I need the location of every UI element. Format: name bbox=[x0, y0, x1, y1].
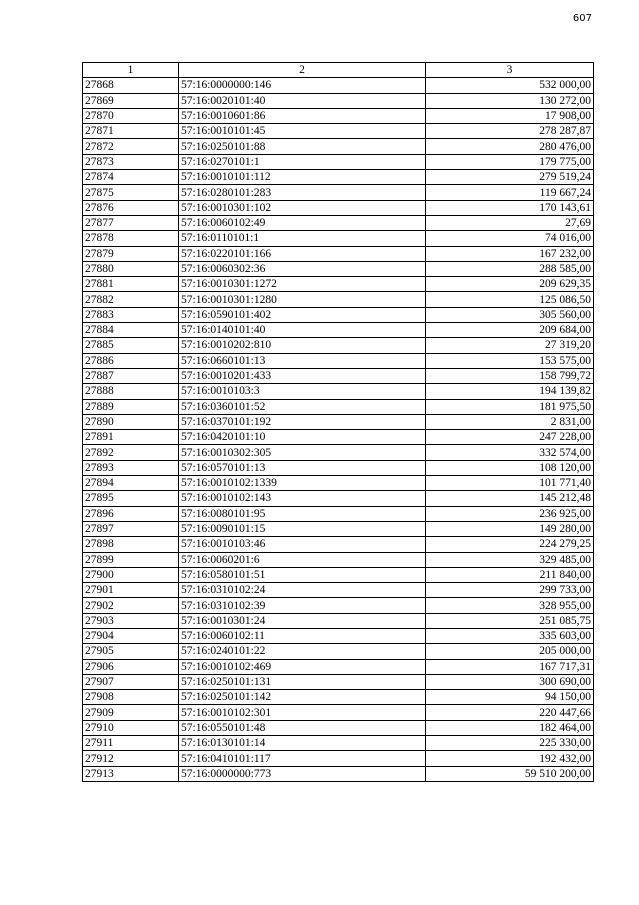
row-number-cell: 27891 bbox=[83, 430, 179, 445]
table-row bbox=[83, 491, 594, 506]
row-number-cell: 27884 bbox=[83, 323, 179, 338]
table-row bbox=[83, 659, 594, 674]
table-row bbox=[83, 200, 594, 215]
cadastral-number-cell: 57:16:0310102:24 bbox=[179, 583, 426, 598]
cadastral-number-cell: 57:16:0250101:142 bbox=[179, 690, 426, 705]
cadastral-number-cell: 57:16:0240101:22 bbox=[179, 644, 426, 659]
row-number-cell: 27889 bbox=[83, 399, 179, 414]
value-cell: 209 629,35 bbox=[426, 277, 594, 292]
cadastral-number-cell: 57:16:0060201:6 bbox=[179, 552, 426, 567]
column-header-3: 3 bbox=[426, 63, 594, 78]
cadastral-number-cell: 57:16:0250101:88 bbox=[179, 139, 426, 154]
value-cell: 279 519,24 bbox=[426, 170, 594, 185]
cadastral-number-cell: 57:16:0550101:48 bbox=[179, 720, 426, 735]
cadastral-number-cell: 57:16:0000000:146 bbox=[179, 78, 426, 93]
table-row bbox=[83, 476, 594, 491]
row-number-cell: 27878 bbox=[83, 231, 179, 246]
row-number-cell: 27897 bbox=[83, 521, 179, 536]
row-number-cell: 27903 bbox=[83, 613, 179, 628]
value-cell: 2 831,00 bbox=[426, 414, 594, 429]
value-cell: 108 120,00 bbox=[426, 460, 594, 475]
value-cell: 288 585,00 bbox=[426, 261, 594, 276]
row-number-cell: 27899 bbox=[83, 552, 179, 567]
table-row bbox=[83, 414, 594, 429]
value-cell: 335 603,00 bbox=[426, 628, 594, 643]
cadastral-number-cell: 57:16:0010301:24 bbox=[179, 613, 426, 628]
row-number-cell: 27898 bbox=[83, 537, 179, 552]
value-cell: 209 684,00 bbox=[426, 323, 594, 338]
row-number-cell: 27872 bbox=[83, 139, 179, 154]
cadastral-number-cell: 57:16:0060102:49 bbox=[179, 215, 426, 230]
table-row bbox=[83, 338, 594, 353]
page-number: 607 bbox=[572, 13, 592, 24]
cadastral-number-cell: 57:16:0580101:51 bbox=[179, 567, 426, 582]
cadastral-number-cell: 57:16:0010301:1280 bbox=[179, 292, 426, 307]
cadastral-number-cell: 57:16:0010301:1272 bbox=[179, 277, 426, 292]
row-number-cell: 27910 bbox=[83, 720, 179, 735]
table-row bbox=[83, 124, 594, 139]
row-number-cell: 27890 bbox=[83, 414, 179, 429]
value-cell: 149 280,00 bbox=[426, 521, 594, 536]
value-cell: 211 840,00 bbox=[426, 567, 594, 582]
value-cell: 194 139,82 bbox=[426, 384, 594, 399]
row-number-cell: 27879 bbox=[83, 246, 179, 261]
cadastral-number-cell: 57:16:0010601:86 bbox=[179, 108, 426, 123]
cadastral-number-cell: 57:16:0010102:301 bbox=[179, 705, 426, 720]
cadastral-number-cell: 57:16:0110101:1 bbox=[179, 231, 426, 246]
table-row bbox=[83, 751, 594, 766]
row-number-cell: 27909 bbox=[83, 705, 179, 720]
value-cell: 167 717,31 bbox=[426, 659, 594, 674]
row-number-cell: 27895 bbox=[83, 491, 179, 506]
row-number-cell: 27893 bbox=[83, 460, 179, 475]
cadastral-number-cell: 57:16:0370101:192 bbox=[179, 414, 426, 429]
value-cell: 145 212,48 bbox=[426, 491, 594, 506]
value-cell: 332 574,00 bbox=[426, 445, 594, 460]
value-cell: 329 485,00 bbox=[426, 552, 594, 567]
value-cell: 247 228,00 bbox=[426, 430, 594, 445]
cadastral-number-cell: 57:16:0130101:14 bbox=[179, 736, 426, 751]
value-cell: 27,69 bbox=[426, 215, 594, 230]
value-cell: 101 771,40 bbox=[426, 476, 594, 491]
cadastral-number-cell: 57:16:0010102:143 bbox=[179, 491, 426, 506]
cadastral-number-cell: 57:16:0010202:810 bbox=[179, 338, 426, 353]
row-number-cell: 27887 bbox=[83, 368, 179, 383]
cadastral-number-cell: 57:16:0590101:402 bbox=[179, 307, 426, 322]
table-row bbox=[83, 720, 594, 735]
value-cell: 299 733,00 bbox=[426, 583, 594, 598]
cadastral-number-cell: 57:16:0010302:305 bbox=[179, 445, 426, 460]
table-row bbox=[83, 246, 594, 261]
row-number-cell: 27885 bbox=[83, 338, 179, 353]
row-number-cell: 27896 bbox=[83, 506, 179, 521]
cadastral-number-cell: 57:16:0410101:117 bbox=[179, 751, 426, 766]
row-number-cell: 27888 bbox=[83, 384, 179, 399]
row-number-cell: 27901 bbox=[83, 583, 179, 598]
table-row bbox=[83, 108, 594, 123]
table-row bbox=[83, 353, 594, 368]
value-cell: 27 319,20 bbox=[426, 338, 594, 353]
row-number-cell: 27877 bbox=[83, 215, 179, 230]
row-number-cell: 27913 bbox=[83, 766, 179, 781]
table-row bbox=[83, 384, 594, 399]
value-cell: 236 925,00 bbox=[426, 506, 594, 521]
column-header-2: 2 bbox=[179, 63, 426, 78]
row-number-cell: 27883 bbox=[83, 307, 179, 322]
row-number-cell: 27892 bbox=[83, 445, 179, 460]
cadastral-number-cell: 57:16:0010101:112 bbox=[179, 170, 426, 185]
cadastral-number-cell: 57:16:0270101:1 bbox=[179, 154, 426, 169]
table-row bbox=[83, 93, 594, 108]
cadastral-number-cell: 57:16:0660101:13 bbox=[179, 353, 426, 368]
row-number-cell: 27904 bbox=[83, 628, 179, 643]
row-number-cell: 27873 bbox=[83, 154, 179, 169]
table-row bbox=[83, 399, 594, 414]
cadastral-number-cell: 57:16:0570101:13 bbox=[179, 460, 426, 475]
row-number-cell: 27906 bbox=[83, 659, 179, 674]
value-cell: 192 432,00 bbox=[426, 751, 594, 766]
value-cell: 17 908,00 bbox=[426, 108, 594, 123]
row-number-cell: 27881 bbox=[83, 277, 179, 292]
data-table bbox=[82, 62, 594, 782]
row-number-cell: 27874 bbox=[83, 170, 179, 185]
table-row bbox=[83, 323, 594, 338]
value-cell: 125 086,50 bbox=[426, 292, 594, 307]
table-row bbox=[83, 368, 594, 383]
cadastral-number-cell: 57:16:0060302:36 bbox=[179, 261, 426, 276]
value-cell: 205 000,00 bbox=[426, 644, 594, 659]
table-row bbox=[83, 215, 594, 230]
cadastral-number-cell: 57:16:0140101:40 bbox=[179, 323, 426, 338]
row-number-cell: 27886 bbox=[83, 353, 179, 368]
value-cell: 179 775,00 bbox=[426, 154, 594, 169]
table-row bbox=[83, 506, 594, 521]
table-row bbox=[83, 185, 594, 200]
row-number-cell: 27911 bbox=[83, 736, 179, 751]
value-cell: 305 560,00 bbox=[426, 307, 594, 322]
table-row bbox=[83, 567, 594, 582]
row-number-cell: 27908 bbox=[83, 690, 179, 705]
row-number-cell: 27912 bbox=[83, 751, 179, 766]
value-cell: 119 667,24 bbox=[426, 185, 594, 200]
table-row bbox=[83, 690, 594, 705]
table-row bbox=[83, 644, 594, 659]
value-cell: 170 143,61 bbox=[426, 200, 594, 215]
table-row bbox=[83, 430, 594, 445]
table-row bbox=[83, 154, 594, 169]
value-cell: 167 232,00 bbox=[426, 246, 594, 261]
table-row bbox=[83, 628, 594, 643]
table-row bbox=[83, 583, 594, 598]
cadastral-number-cell: 57:16:0220101:166 bbox=[179, 246, 426, 261]
value-cell: 182 464,00 bbox=[426, 720, 594, 735]
table-row bbox=[83, 445, 594, 460]
table-row bbox=[83, 78, 594, 93]
value-cell: 532 000,00 bbox=[426, 78, 594, 93]
cadastral-number-cell: 57:16:0280101:283 bbox=[179, 185, 426, 200]
cadastral-number-cell: 57:16:0250101:131 bbox=[179, 674, 426, 689]
cadastral-number-cell: 57:16:0060102:11 bbox=[179, 628, 426, 643]
value-cell: 280 476,00 bbox=[426, 139, 594, 154]
row-number-cell: 27894 bbox=[83, 476, 179, 491]
row-number-cell: 27882 bbox=[83, 292, 179, 307]
row-number-cell: 27876 bbox=[83, 200, 179, 215]
table-row bbox=[83, 736, 594, 751]
value-cell: 224 279,25 bbox=[426, 537, 594, 552]
row-number-cell: 27902 bbox=[83, 598, 179, 613]
value-cell: 278 287,87 bbox=[426, 124, 594, 139]
cadastral-number-cell: 57:16:0080101:95 bbox=[179, 506, 426, 521]
cadastral-number-cell: 57:16:0020101:40 bbox=[179, 93, 426, 108]
row-number-cell: 27900 bbox=[83, 567, 179, 582]
cadastral-number-cell: 57:16:0010301:102 bbox=[179, 200, 426, 215]
table-row bbox=[83, 552, 594, 567]
value-cell: 220 447,66 bbox=[426, 705, 594, 720]
table-row bbox=[83, 139, 594, 154]
table-row bbox=[83, 170, 594, 185]
value-cell: 59 510 200,00 bbox=[426, 766, 594, 781]
value-cell: 300 690,00 bbox=[426, 674, 594, 689]
cadastral-number-cell: 57:16:0010102:1339 bbox=[179, 476, 426, 491]
row-number-cell: 27870 bbox=[83, 108, 179, 123]
value-cell: 328 955,00 bbox=[426, 598, 594, 613]
value-cell: 251 085,75 bbox=[426, 613, 594, 628]
row-number-cell: 27875 bbox=[83, 185, 179, 200]
cadastral-number-cell: 57:16:0010103:46 bbox=[179, 537, 426, 552]
value-cell: 94 150,00 bbox=[426, 690, 594, 705]
cadastral-number-cell: 57:16:0010102:469 bbox=[179, 659, 426, 674]
table-row bbox=[83, 766, 594, 781]
table-row bbox=[83, 521, 594, 536]
value-cell: 158 799,72 bbox=[426, 368, 594, 383]
cadastral-number-cell: 57:16:0360101:52 bbox=[179, 399, 426, 414]
table-row bbox=[83, 705, 594, 720]
row-number-cell: 27869 bbox=[83, 93, 179, 108]
row-number-cell: 27871 bbox=[83, 124, 179, 139]
cadastral-number-cell: 57:16:0420101:10 bbox=[179, 430, 426, 445]
value-cell: 153 575,00 bbox=[426, 353, 594, 368]
table-row bbox=[83, 537, 594, 552]
table-row bbox=[83, 231, 594, 246]
value-cell: 181 975,50 bbox=[426, 399, 594, 414]
table-body bbox=[83, 78, 594, 782]
table-row bbox=[83, 674, 594, 689]
table-row bbox=[83, 292, 594, 307]
table-row bbox=[83, 598, 594, 613]
row-number-cell: 27880 bbox=[83, 261, 179, 276]
row-number-cell: 27868 bbox=[83, 78, 179, 93]
value-cell: 74 016,00 bbox=[426, 231, 594, 246]
table-row bbox=[83, 261, 594, 276]
table-row bbox=[83, 307, 594, 322]
cadastral-number-cell: 57:16:0090101:15 bbox=[179, 521, 426, 536]
value-cell: 130 272,00 bbox=[426, 93, 594, 108]
column-header-1: 1 bbox=[83, 63, 179, 78]
value-cell: 225 330,00 bbox=[426, 736, 594, 751]
cadastral-number-cell: 57:16:0010101:45 bbox=[179, 124, 426, 139]
table-row bbox=[83, 277, 594, 292]
row-number-cell: 27905 bbox=[83, 644, 179, 659]
cadastral-number-cell: 57:16:0000000:773 bbox=[179, 766, 426, 781]
cadastral-number-cell: 57:16:0010103:3 bbox=[179, 384, 426, 399]
cadastral-number-cell: 57:16:0310102:39 bbox=[179, 598, 426, 613]
table-row bbox=[83, 460, 594, 475]
cadastral-number-cell: 57:16:0010201:433 bbox=[179, 368, 426, 383]
table-row bbox=[83, 613, 594, 628]
header-row bbox=[83, 63, 594, 78]
row-number-cell: 27907 bbox=[83, 674, 179, 689]
